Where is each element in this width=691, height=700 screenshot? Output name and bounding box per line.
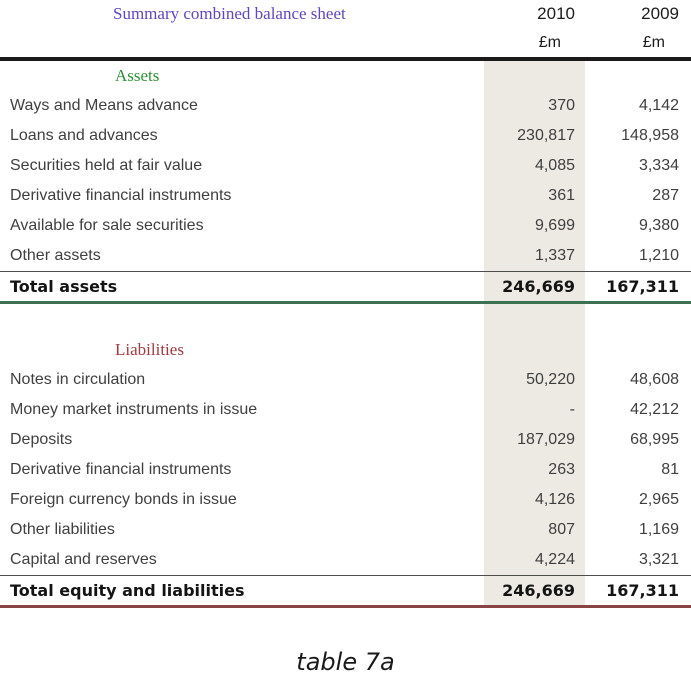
value-2010: 50,220 xyxy=(526,371,575,388)
table-row xyxy=(0,485,691,515)
row-label: Notes in circulation xyxy=(10,371,146,388)
value-2010: 361 xyxy=(548,187,575,204)
value-2009: 3,321 xyxy=(638,551,679,568)
value-2009: 9,380 xyxy=(638,217,679,234)
row-label: Derivative financial instruments xyxy=(10,187,232,204)
section-gap xyxy=(0,304,691,335)
value-2009: 2,965 xyxy=(638,491,679,508)
value-2010: 9,699 xyxy=(534,217,575,234)
table-row xyxy=(0,151,691,181)
table-row xyxy=(0,211,691,241)
table-row xyxy=(0,425,691,455)
value-2010: 4,224 xyxy=(534,551,575,568)
value-2010: 187,029 xyxy=(517,431,575,448)
row-label: Other assets xyxy=(10,247,101,264)
table-header xyxy=(0,0,691,57)
value-2009: 148,958 xyxy=(621,127,679,144)
liabilities-heading: Liabilities xyxy=(115,340,184,359)
table-row xyxy=(0,515,691,545)
value-2010: 230,817 xyxy=(517,127,575,144)
row-label: Ways and Means advance xyxy=(10,97,198,114)
section-header-assets xyxy=(0,61,691,91)
total-assets-row xyxy=(0,271,691,301)
value-2009: 4,142 xyxy=(638,97,679,114)
value-2010: 1,337 xyxy=(534,247,575,264)
column-header-2010: 2010 xyxy=(537,4,575,23)
table-row xyxy=(0,455,691,485)
assets-heading: Assets xyxy=(115,66,160,85)
table-row xyxy=(0,241,691,271)
section-header-liabilities xyxy=(0,335,691,365)
row-label: Derivative financial instruments xyxy=(10,461,232,478)
row-label: Capital and reserves xyxy=(10,551,157,568)
total-label: Total assets xyxy=(10,277,118,296)
table-row xyxy=(0,395,691,425)
total-value-2009: 167,311 xyxy=(606,277,679,296)
value-2009: 1,169 xyxy=(638,521,679,538)
table-row xyxy=(0,91,691,121)
value-2010: 263 xyxy=(548,461,575,478)
value-2009: 1,210 xyxy=(638,247,679,264)
table-title: Summary combined balance sheet xyxy=(113,4,346,23)
row-label: Money market instruments in issue xyxy=(10,401,258,418)
table-row xyxy=(0,545,691,575)
table-row xyxy=(0,181,691,211)
unit-label-2009: £m xyxy=(642,33,665,51)
total-value-2010: 246,669 xyxy=(502,277,575,296)
total-value-2009: 167,311 xyxy=(606,581,679,600)
value-2009: 3,334 xyxy=(638,157,679,174)
column-header-2009: 2009 xyxy=(641,4,679,23)
row-label: Loans and advances xyxy=(10,127,158,144)
value-2009: 42,212 xyxy=(630,401,679,418)
row-label: Deposits xyxy=(10,431,73,448)
total-value-2010: 246,669 xyxy=(502,581,575,600)
row-label: Foreign currency bonds in issue xyxy=(10,491,237,508)
value-2010: 4,085 xyxy=(534,157,575,174)
value-2009: 81 xyxy=(661,461,679,478)
total-equity-liabilities-row xyxy=(0,575,691,605)
unit-label-2010: £m xyxy=(538,33,561,51)
table-row xyxy=(0,121,691,151)
value-2010: 4,126 xyxy=(534,491,575,508)
liabilities-total-rule xyxy=(0,605,691,608)
value-2009: 287 xyxy=(652,187,679,204)
table-row xyxy=(0,365,691,395)
table-caption: table 7a xyxy=(296,648,395,676)
value-2009: 68,995 xyxy=(630,431,679,448)
row-label: Other liabilities xyxy=(10,521,115,538)
row-label: Securities held at fair value xyxy=(10,157,203,174)
value-2009: 48,608 xyxy=(630,371,679,388)
row-label: Available for sale securities xyxy=(10,217,204,234)
value-2010: - xyxy=(569,401,575,418)
value-2010: 370 xyxy=(548,97,575,114)
value-2010: 807 xyxy=(548,521,575,538)
total-label: Total equity and liabilities xyxy=(10,581,245,600)
